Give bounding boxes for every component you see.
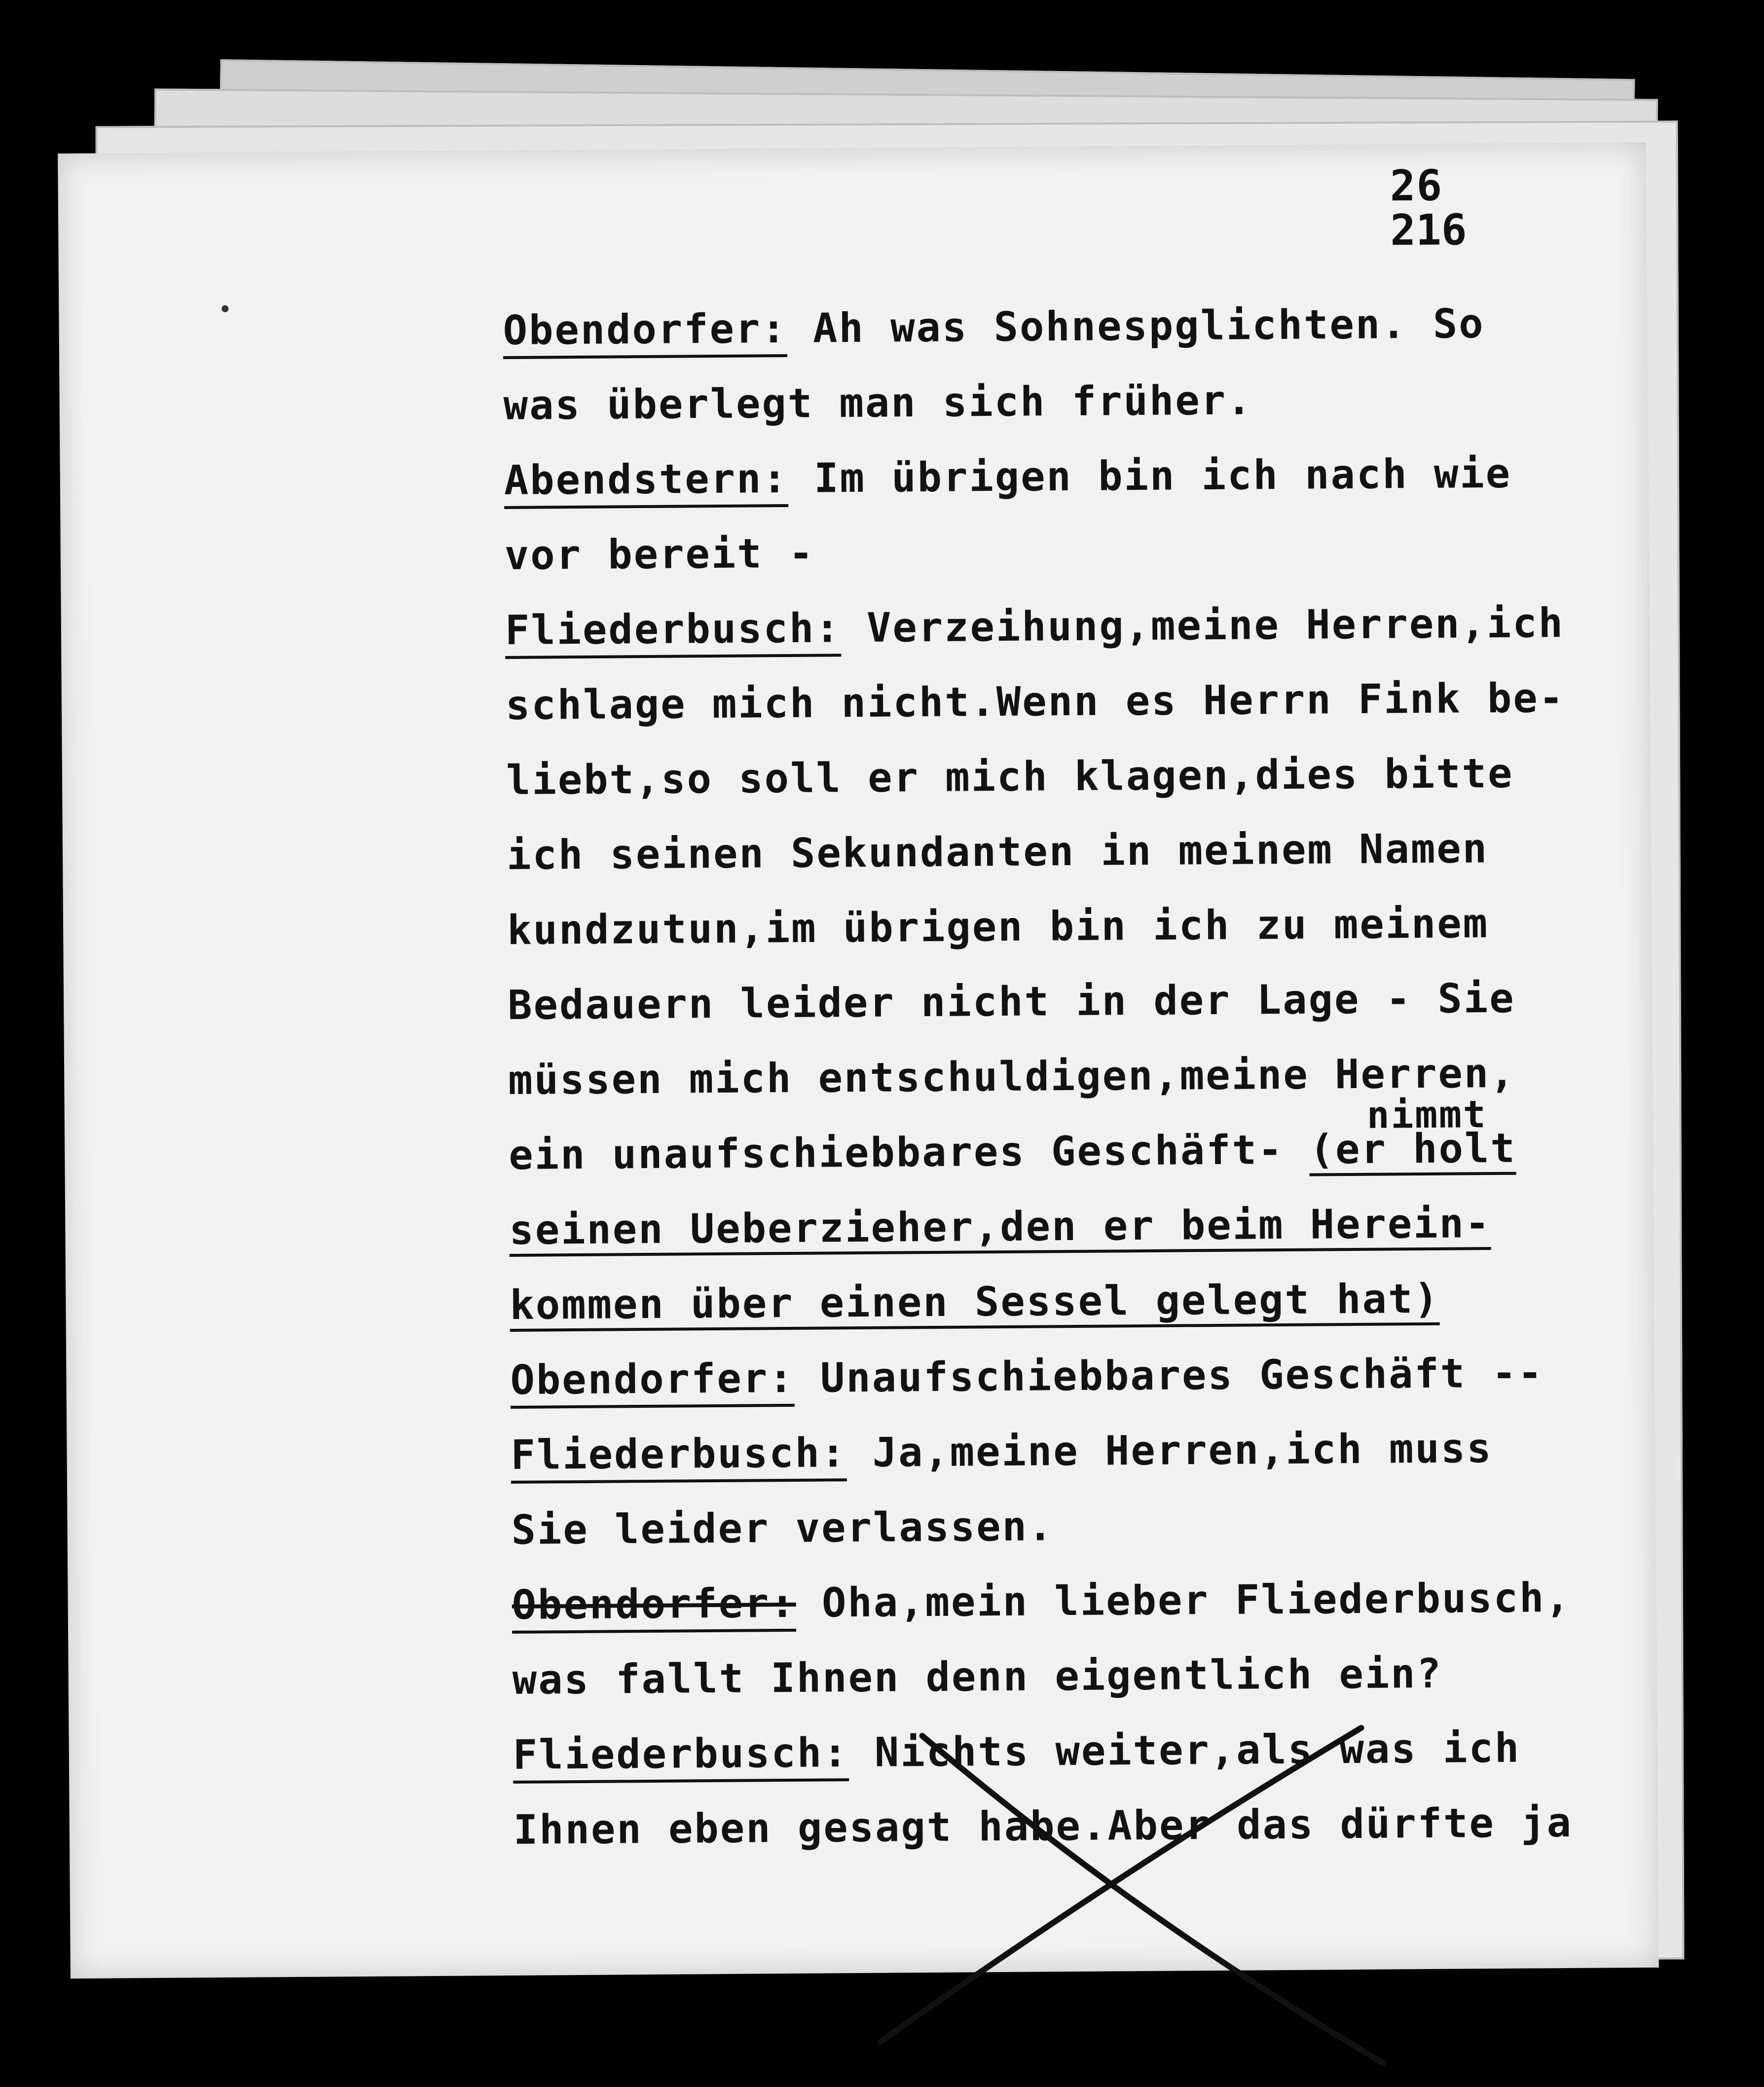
speaker-name: Abendstern:	[504, 455, 788, 509]
dialogue-line	[507, 810, 1642, 893]
line-text: müssen mich entschuldigen,meine Herren,	[508, 1050, 1516, 1104]
dialogue-line	[510, 1260, 1645, 1343]
dialogue-line	[509, 1185, 1644, 1268]
speaker-name-struck: Obendorfer:	[512, 1580, 796, 1634]
line-text: Oha,mein lieber Fliederbusch,	[796, 1574, 1572, 1627]
page-number	[1390, 161, 1467, 256]
page-number-overwritten: 26	[1390, 161, 1443, 211]
dialogue-line	[503, 286, 1638, 368]
line-text: Bedauern leider nicht in der Lage - Sie	[507, 975, 1515, 1029]
line-text: Ah was Sohnespglichten. So	[787, 300, 1485, 352]
dialogue-body	[503, 286, 1648, 1868]
dialogue-line	[512, 1560, 1647, 1643]
line-text: Ja,meine Herren,ich muss	[846, 1425, 1493, 1477]
dialogue-line	[503, 361, 1638, 443]
line-text: Verzeihung,meine Herren,ich	[841, 599, 1565, 652]
dialogue-line	[507, 885, 1642, 968]
dialogue-line	[508, 960, 1643, 1043]
dialogue-line	[505, 586, 1640, 668]
line-text: Sie leider verlassen.	[511, 1503, 1054, 1554]
speaker-name: Fliederbusch:	[513, 1729, 849, 1784]
dialogue-line	[504, 511, 1639, 593]
speaker-name: Fliederbusch:	[505, 605, 842, 659]
dialogue-line	[504, 436, 1639, 518]
dialogue-line	[505, 660, 1640, 743]
speaker-name: Fliederbusch:	[511, 1429, 847, 1484]
line-text: was überlegt man sich früher.	[503, 377, 1253, 429]
handwritten-insertion: nimmt	[1366, 1092, 1487, 1137]
line-text: Ihnen eben gesagt habe.Aber das dürfte ja	[513, 1799, 1573, 1854]
line-text: liebt,so soll er mich klagen,dies bitte	[506, 750, 1514, 804]
line-text: ein unaufschiebbares Geschäft-	[508, 1126, 1310, 1179]
typescript-page	[58, 143, 1659, 1978]
line-text: Nichts weiter,als was ich	[848, 1724, 1521, 1777]
line-text: was fallt Ihnen denn eigentlich ein?	[512, 1650, 1443, 1704]
line-text: schlage mich nicht.Wenn es Herrn Fink be-	[505, 674, 1565, 729]
line-text: kundzutun,im übrigen bin ich zu meinem	[507, 900, 1489, 954]
dialogue-line	[510, 1335, 1645, 1418]
stage-direction: (er holt	[1309, 1125, 1516, 1176]
speaker-name: Obendorfer:	[510, 1355, 795, 1409]
dialogue-line	[511, 1410, 1646, 1493]
punch-mark	[221, 305, 228, 312]
stage-direction: kommen über einen Sessel gelegt hat)	[510, 1276, 1440, 1332]
line-text: Unaufschiebbares Geschäft --	[794, 1350, 1544, 1402]
line-text: ich seinen Sekundanten in meinem Namen	[506, 825, 1489, 879]
page-number-current: 216	[1390, 205, 1467, 256]
dialogue-line	[506, 735, 1641, 818]
line-text: Im übrigen bin ich nach wie	[788, 450, 1512, 502]
line-text: vor bereit -	[504, 530, 815, 579]
dialogue-line	[508, 1092, 1644, 1193]
dialogue-line	[511, 1485, 1646, 1568]
handwritten-cross-out	[848, 1722, 1442, 2082]
stage-direction: seinen Ueberzieher,den er beim Herein-	[509, 1200, 1491, 1257]
dialogue-line	[512, 1635, 1647, 1718]
speaker-name: Obendorfer:	[503, 305, 787, 359]
